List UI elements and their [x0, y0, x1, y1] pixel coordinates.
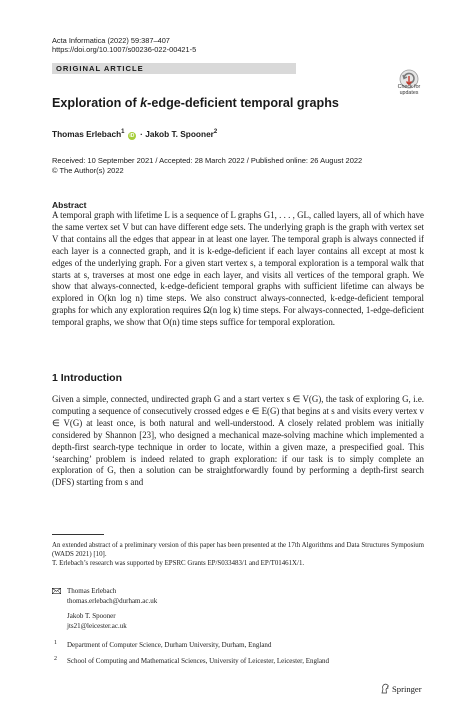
contact-name-2: Jakob T. Spooner	[67, 612, 116, 620]
journal-info	[52, 36, 196, 54]
publication-dates: Received: 10 September 2021 / Accepted: 28 March 2022 / Published online: 26 August 2022 © The Author(s) 2022	[52, 156, 363, 175]
author-separator: ·	[140, 129, 143, 139]
contact-email-1[interactable]: thomas.erlebach@durham.ac.uk	[67, 597, 158, 605]
mail-icon	[52, 588, 61, 594]
affiliation-2-number: 2	[54, 656, 57, 662]
author-1[interactable]: Thomas Erlebach	[52, 129, 122, 139]
abstract-heading: Abstract	[52, 200, 87, 210]
contact-email-2[interactable]: jts21@leicester.ac.uk	[67, 622, 127, 630]
orcid-icon[interactable]: iD	[129, 133, 135, 139]
journal-citation: Acta Informatica (2022) 59:387–407	[52, 36, 170, 45]
affiliation-1: Department of Computer Science, Durham University, Durham, England	[67, 641, 272, 649]
footnotes	[52, 541, 424, 568]
affiliation-1-number: 1	[54, 640, 57, 646]
footnote-funding: T. Erlebach’s research was supported by EPSRC Grants EP/S033483/1 and EP/T01461X/1.	[52, 560, 305, 567]
article-type-bar	[52, 63, 296, 74]
affiliation-2: School of Computing and Mathematical Sciences, University of Leicester, Leicester, England	[67, 657, 330, 665]
check-for-updates-label[interactable]: Check for updates	[397, 84, 421, 96]
authors: Thomas Erlebach$^1$ iD · Jakob T. Spooner$^2$	[52, 129, 218, 139]
footnote-preliminary-version: An extended abstract of a preliminary version of this paper has been presented at the 17th Algorithms and Data Structures Symposium (WADS 2021) [10].	[52, 542, 424, 558]
publisher-name: Springer	[392, 684, 422, 694]
springer-logo	[380, 683, 422, 694]
introduction-text: Given a simple, connected, undirected graph G and a start vertex s ∈ V(G), the task of exploring G, i.e. computing a sequence of consecutively crossed edges e ∈ E(G) that begins at s and visits every vertex v ∈ V(G) at least once, is both natural and well-understood. A closely related problem was initially considered by Shannon [23], who designed a mechanical maze-solving machine which implemented a depth-first search-type technique in order to locate, within a given maze, a prespecified goal. This ‘searching’ problem is indeed related to graph exploration: if our task is to simply complete an exploration of G, then a solution can be straightforwardly found by performing a depth-first search (DFS) starting from s and	[52, 394, 424, 488]
doi-link[interactable]: https://doi.org/10.1007/s00236-022-00421-5	[52, 45, 197, 54]
article-type-label: ORIGINAL ARTICLE	[56, 64, 144, 73]
springer-horse-icon	[380, 683, 390, 694]
section-heading-introduction: 1 Introduction	[52, 372, 122, 384]
contact-name-1: Thomas Erlebach	[67, 587, 117, 595]
author-2[interactable]: Jakob T. Spooner	[145, 129, 214, 139]
paper-title: Exploration of k-edge-deficient temporal graphs	[52, 96, 339, 110]
footnote-divider	[52, 534, 104, 535]
abstract-text: A temporal graph with lifetime L is a sequence of L graphs G1, . . . , GL, called layers, all of which have the same vertex set V but can have different edge sets. The underlying graph is the graph with vertex set V that contains all the edges that appear in at least one layer. The temporal graph is always connected if each layer is a connected graph, and it is k-edge-deficient if each layer contains all except at most k edges of the underlying graph. For a given start vertex s, a temporal exploration is a temporal walk that starts at s, traverses at most one edge in each layer, and visits all vertices of the temporal graph. We show that always-connected, k-edge-deficient temporal graphs with sufficient lifetime can always be explored in O(kn log n) time steps. We also construct always-connected, k-edge-deficient temporal graphs for which any exploration requires Ω(n log k) time steps. For always-connected, 1-edge-deficient temporal graphs, we show that O(n) time steps suffice for temporal exploration.	[52, 210, 424, 328]
